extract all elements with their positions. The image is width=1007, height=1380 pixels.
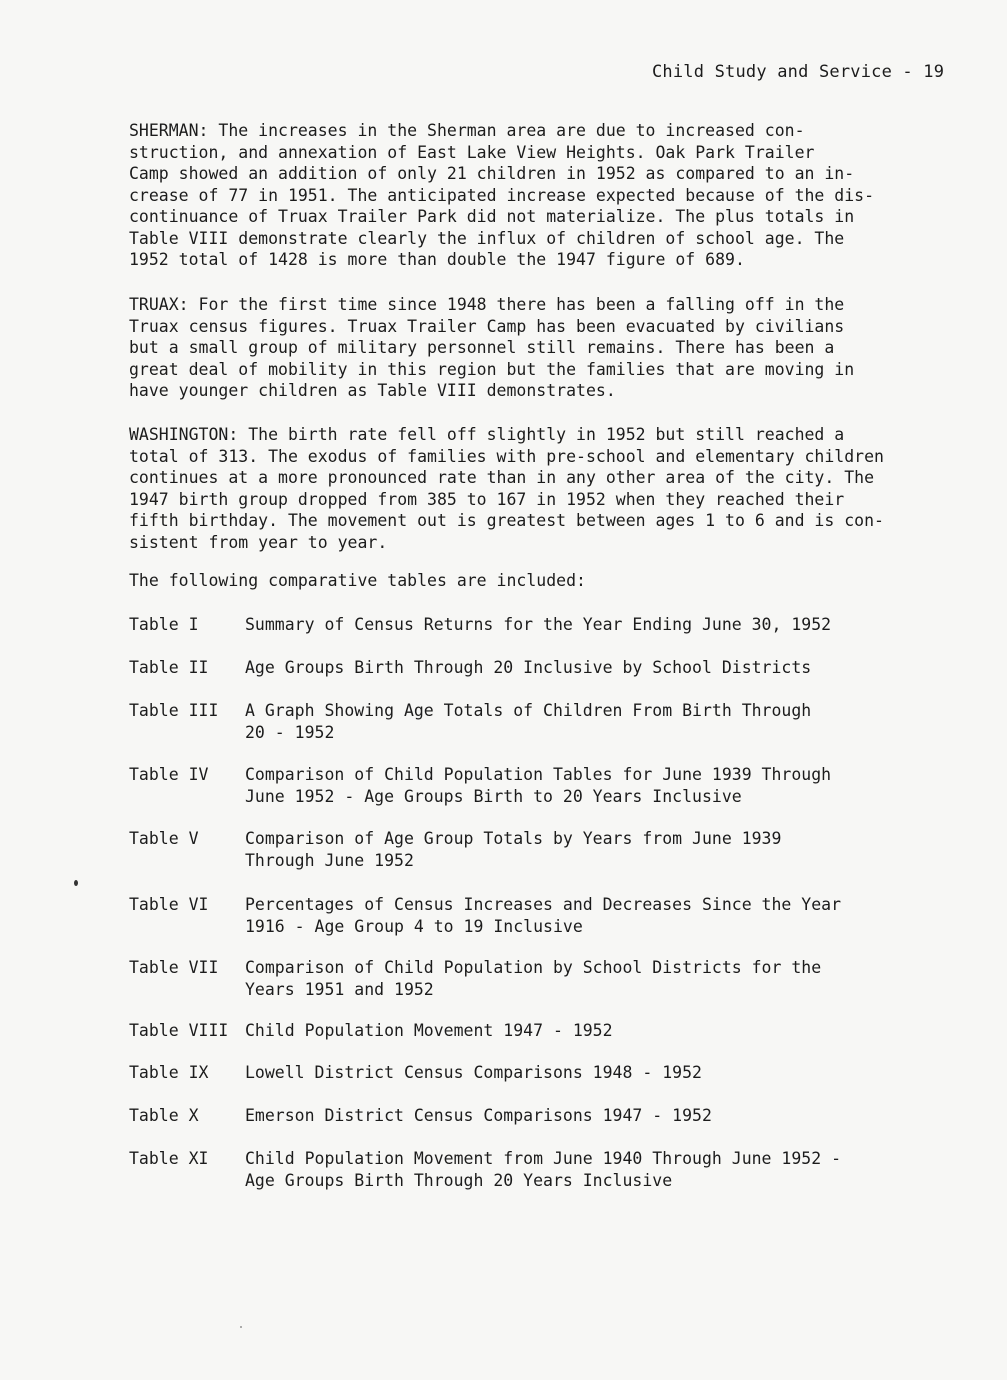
- text-line: Age Groups Birth Through 20 Inclusive by School Districts: [245, 658, 812, 677]
- table-description: [245, 1062, 959, 1084]
- text-line: Summary of Census Returns for the Year Ending June 30, 1952: [245, 615, 832, 634]
- text-line: Lowell District Census Comparisons 1948 - 1952: [245, 1063, 702, 1082]
- text-line: continues at a more pronounced rate than in any other area of the city. The: [129, 468, 875, 487]
- text-line: have younger children as Table VIII demonstrates.: [129, 381, 616, 400]
- text-line: great deal of mobility in this region but the families that are moving in: [129, 359, 855, 379]
- table-label: Table VI: [129, 895, 209, 914]
- paragraph-sherman: [129, 120, 959, 271]
- text-line: The following comparative tables are included:: [129, 571, 586, 590]
- table-label: Table II: [129, 658, 209, 677]
- paragraph-truax: [129, 294, 959, 402]
- paragraph-washington: [129, 424, 959, 553]
- text-line: Comparison of Child Population Tables for June 1939 Through: [245, 765, 832, 784]
- text-line: SHERMAN: The increases in the Sherman area are due to increased con-: [129, 121, 805, 140]
- text-line: but a small group of military personnel still remains. There has been a: [129, 338, 835, 357]
- text-line: A Graph Showing Age Totals of Children From Birth Through: [245, 701, 812, 720]
- table-description: [245, 657, 959, 679]
- table-label: Table VII: [129, 958, 219, 977]
- text-line: Through June 1952: [245, 850, 414, 870]
- table-label: Table IX: [129, 1063, 209, 1082]
- text-line: Emerson District Census Comparisons 1947 - 1952: [245, 1106, 712, 1125]
- text-line: continuance of Truax Trailer Park did not materialize. The plus totals in: [129, 207, 855, 226]
- text-line: TRUAX: For the first time since 1948 there has been a falling off in the: [129, 295, 845, 314]
- table-label: Table III: [129, 701, 219, 720]
- table-description: [245, 957, 959, 1000]
- text-line: Child Population Movement 1947 - 1952: [245, 1021, 613, 1040]
- text-line: Years 1951 and 1952: [245, 979, 434, 999]
- table-description: [245, 894, 959, 937]
- text-line: June 1952 - Age Groups Birth to 20 Years Inclusive: [245, 786, 742, 806]
- table-label: Table V: [129, 829, 199, 848]
- table-label: Table IV: [129, 765, 209, 784]
- table-description: [245, 764, 959, 807]
- running-header: Child Study and Service - 19: [652, 62, 945, 82]
- table-label: Table I: [129, 615, 199, 634]
- table-label: Table XI: [129, 1149, 209, 1168]
- table-description: [245, 828, 959, 871]
- text-line: 1947 birth group dropped from 385 to 167 in 1952 when they reached their: [129, 489, 845, 509]
- paper-speck: [240, 1326, 242, 1328]
- table-description: [245, 1105, 959, 1127]
- text-line: Camp showed an addition of only 21 children in 1952 as compared to an in-: [129, 164, 855, 183]
- text-line: Comparison of Age Group Totals by Years from June 1939: [245, 829, 782, 848]
- text-line: 1952 total of 1428 is more than double the 1947 figure of 689.: [129, 250, 745, 269]
- text-line: 1916 - Age Group 4 to 19 Inclusive: [245, 916, 583, 936]
- text-line: 20 - 1952: [245, 722, 335, 742]
- text-line: Age Groups Birth Through 20 Years Inclusive: [245, 1170, 673, 1190]
- text-line: Comparison of Child Population by School Districts for the: [245, 958, 822, 977]
- text-line: fifth birthday. The movement out is greatest between ages 1 to 6 and is con-: [129, 511, 884, 530]
- text-line: Truax census figures. Truax Trailer Camp has been evacuated by civilians: [129, 316, 845, 336]
- table-description: [245, 1148, 959, 1191]
- paper-speck: [74, 880, 78, 886]
- paragraph-tables-intro: [129, 570, 959, 592]
- text-line: WASHINGTON: The birth rate fell off slightly in 1952 but still reached a: [129, 425, 845, 444]
- text-line: Table VIII demonstrate clearly the influx of children of school age. The: [129, 228, 845, 248]
- text-line: Child Population Movement from June 1940 Through June 1952 -: [245, 1149, 842, 1168]
- table-description: [245, 1020, 959, 1042]
- table-description: [245, 700, 959, 743]
- text-line: struction, and annexation of East Lake View Heights. Oak Park Trailer: [129, 142, 815, 162]
- text-line: Percentages of Census Increases and Decreases Since the Year: [245, 895, 842, 914]
- text-line: sistent from year to year.: [129, 532, 388, 552]
- table-label: Table X: [129, 1106, 199, 1125]
- text-line: crease of 77 in 1951. The anticipated increase expected because of the dis-: [129, 185, 875, 205]
- table-label: Table VIII: [129, 1021, 229, 1040]
- text-line: total of 313. The exodus of families with pre-school and elementary children: [129, 446, 884, 466]
- table-description: [245, 614, 959, 636]
